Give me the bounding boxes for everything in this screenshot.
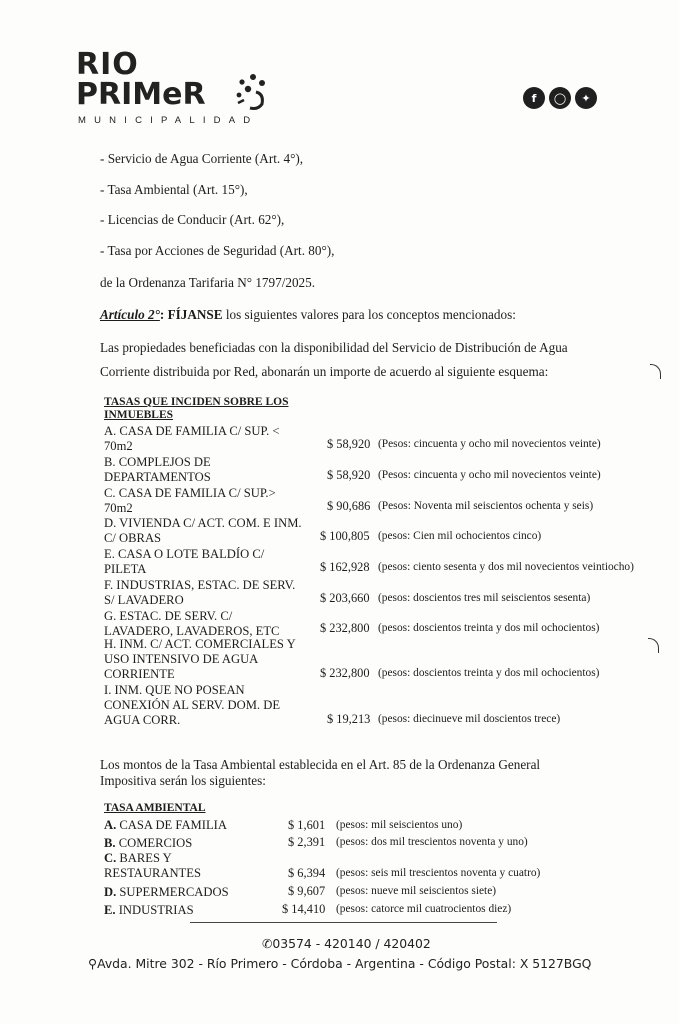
water-intro-line: Corriente distribuida por Red, abonarán un importe de acuerdo al siguiente esquema: <box>100 364 549 379</box>
cell-line: BARES Y <box>119 851 172 865</box>
ambiental-row-d-amount: $ 9,607 <box>288 884 326 898</box>
phone-text: 03574 - 420140 / 420402 <box>272 936 431 951</box>
cell-line: E. CASA O LOTE BALDÍO C/ <box>104 547 265 561</box>
water-row-g-label <box>104 609 279 639</box>
ambiental-row-b-amount: $ 2,391 <box>288 835 326 849</box>
cell-line: PILETA <box>104 562 147 576</box>
footer-address <box>88 956 591 971</box>
cell-line: CONEXIÓN AL SERV. DOM. DE <box>104 698 281 712</box>
article-colon: : <box>159 307 165 322</box>
water-row-e-desc: (pesos: ciento sesenta y dos mil novecientos veintiocho) <box>378 561 634 573</box>
ambiental-row-a-amount: $ 1,601 <box>288 818 326 832</box>
water-row-i-desc: (pesos: diecinueve mil doscientos trece) <box>378 713 561 725</box>
water-row-g-desc: (pesos: doscientos treinta y dos mil ochocientos) <box>378 622 600 634</box>
cell-line: B. COMPLEJOS DE <box>104 455 211 469</box>
logo-primero: PRIMeR <box>76 77 206 112</box>
address-text: Avda. Mitre 302 - Río Primero - Córdoba - Argentina - Código Postal: X 5127BGQ <box>97 956 592 971</box>
water-row-h-amount: $ 232,800 <box>320 666 370 680</box>
water-table-header <box>104 396 288 422</box>
ambiental-row-b-desc: (pesos: dos mil trescientos noventa y uno) <box>336 836 528 848</box>
margin-mark <box>648 638 659 653</box>
cell-line: INDUSTRIAS <box>118 903 194 917</box>
cell-line: H. INM. C/ ACT. COMERCIALES Y <box>104 637 296 651</box>
logo-figure-icon <box>226 68 272 114</box>
row-letter: A. <box>104 818 117 832</box>
water-table-header-line: INMUEBLES <box>104 409 174 421</box>
row-letter: E. <box>104 903 116 917</box>
intro-item: - Licencias de Conducir (Art. 62°), <box>100 212 285 227</box>
cell-line: A. CASA DE FAMILIA C/ SUP. < <box>104 424 280 438</box>
ambiental-row-e-amount: $ 14,410 <box>282 902 326 916</box>
location-pin-icon: ⚲ <box>88 956 98 971</box>
water-row-b-label <box>104 455 211 485</box>
cell-line: USO INTENSIVO DE AGUA <box>104 652 259 666</box>
cell-line: DEPARTAMENTOS <box>104 470 211 484</box>
ambiental-row-b-label <box>104 836 192 851</box>
logo-rio: RIO <box>76 47 139 82</box>
ambiental-row-d-desc: (pesos: nueve mil seiscientos siete) <box>336 885 497 897</box>
water-row-a-amount: $ 58,920 <box>327 437 371 451</box>
row-letter: C. <box>104 851 117 865</box>
phone-icon: ✆ <box>262 936 273 951</box>
cell-line: 70m2 <box>104 439 133 453</box>
water-row-c-label <box>104 486 276 516</box>
ambiental-row-c-desc: (pesos: seis mil trescientos noventa y cuatro) <box>336 867 541 879</box>
water-row-b-amount: $ 58,920 <box>327 468 371 482</box>
water-row-b-desc: (Pesos: cincuenta y ocho mil novecientos veinte) <box>378 469 601 481</box>
margin-mark <box>650 364 661 379</box>
article-label: Artículo 2° <box>100 307 160 322</box>
ambiental-row-a-desc: (pesos: mil seiscientos uno) <box>336 819 463 831</box>
article-verb: FÍJANSE <box>167 307 223 322</box>
row-letter: B. <box>104 836 116 850</box>
row-letter: D. <box>104 885 117 899</box>
water-row-h-label <box>104 637 296 682</box>
intro-item: - Servicio de Agua Corriente (Art. 4°), <box>100 151 304 166</box>
water-row-d-desc: (pesos: Cien mil ochocientos cinco) <box>378 530 542 542</box>
water-row-i-label <box>104 683 280 728</box>
water-row-c-desc: (Pesos: Noventa mil seiscientos ochenta y seis) <box>378 500 594 512</box>
article-heading <box>100 307 516 323</box>
intro-item: - Tasa Ambiental (Art. 15°), <box>100 182 248 197</box>
water-row-e-label <box>104 547 264 577</box>
ambiental-row-e-desc: (pesos: catorce mil cuatrocientos diez) <box>336 903 512 915</box>
cell-line: SUPERMERCADOS <box>119 885 229 899</box>
social-links <box>523 87 597 109</box>
ambiental-intro-line: Los montos de la Tasa Ambiental establecida en el Art. 85 de la Ordenanza General <box>100 757 541 772</box>
water-row-f-amount: $ 203,660 <box>320 591 370 605</box>
water-row-g-amount: $ 232,800 <box>320 621 370 635</box>
ambiental-intro-line: Impositiva serán los siguientes: <box>100 773 266 788</box>
logo-municipalidad: MUNICIPALIDAD <box>78 115 259 126</box>
article-text: los siguientes valores para los conceptos mencionados: <box>222 307 516 322</box>
cell-line: CASA DE FAMILIA <box>119 818 227 832</box>
water-row-c-amount: $ 90,686 <box>327 499 371 513</box>
water-row-i-amount: $ 19,213 <box>327 712 371 726</box>
water-row-a-label <box>104 424 280 454</box>
water-row-d-label <box>104 516 302 546</box>
cell-line: AGUA CORR. <box>104 713 181 727</box>
intro-item: - Tasa por Acciones de Seguridad (Art. 80°), <box>100 243 335 258</box>
cell-line: RESTAURANTES <box>104 866 201 880</box>
water-row-e-amount: $ 162,928 <box>320 560 370 574</box>
facebook-icon[interactable]: f <box>523 87 545 109</box>
instagram-icon[interactable]: ◯ <box>549 87 571 109</box>
water-row-a-desc: (Pesos: cincuenta y ocho mil novecientos veinte) <box>378 438 601 450</box>
water-table-header-line: TASAS QUE INCIDEN SOBRE LOS <box>104 396 289 408</box>
water-intro-line: Las propiedades beneficiadas con la disponibilidad del Servicio de Distribución de Agua <box>100 340 568 355</box>
water-row-f-desc: (pesos: doscientos tres mil seiscientos sesenta) <box>378 592 591 604</box>
water-row-d-amount: $ 100,805 <box>320 529 370 543</box>
ordinance-reference: de la Ordenanza Tarifaria N° 1797/2025. <box>100 275 316 290</box>
ambiental-row-a-label <box>104 818 227 833</box>
ambiental-table-header: TASA AMBIENTAL <box>104 802 206 814</box>
water-row-h-desc: (pesos: doscientos treinta y dos mil ochocientos) <box>378 667 600 679</box>
cell-line: D. VIVIENDA C/ ACT. COM. E INM. <box>104 516 302 530</box>
ambiental-row-c-amount: $ 6,394 <box>288 866 326 880</box>
cell-line: LAVADERO, LAVADEROS, ETC <box>104 624 280 638</box>
ambiental-row-d-label <box>104 885 229 900</box>
cell-line: C. CASA DE FAMILIA C/ SUP.> <box>104 486 276 500</box>
footer-phone <box>262 936 431 951</box>
cell-line: S/ LAVADERO <box>104 593 184 607</box>
cell-line: 70m2 <box>104 501 133 515</box>
twitter-icon[interactable]: ✦ <box>575 87 597 109</box>
cell-line: C/ OBRAS <box>104 531 162 545</box>
footer-divider <box>190 922 497 923</box>
cell-line: F. INDUSTRIAS, ESTAC. DE SERV. <box>104 578 296 592</box>
ambiental-row-e-label <box>104 903 194 918</box>
cell-line: COMERCIOS <box>118 836 193 850</box>
cell-line: G. ESTAC. DE SERV. C/ <box>104 609 233 623</box>
cell-line: I. INM. QUE NO POSEAN <box>104 683 245 697</box>
cell-line: CORRIENTE <box>104 667 175 681</box>
water-row-f-label <box>104 578 295 608</box>
ambiental-row-c-label <box>104 851 201 881</box>
